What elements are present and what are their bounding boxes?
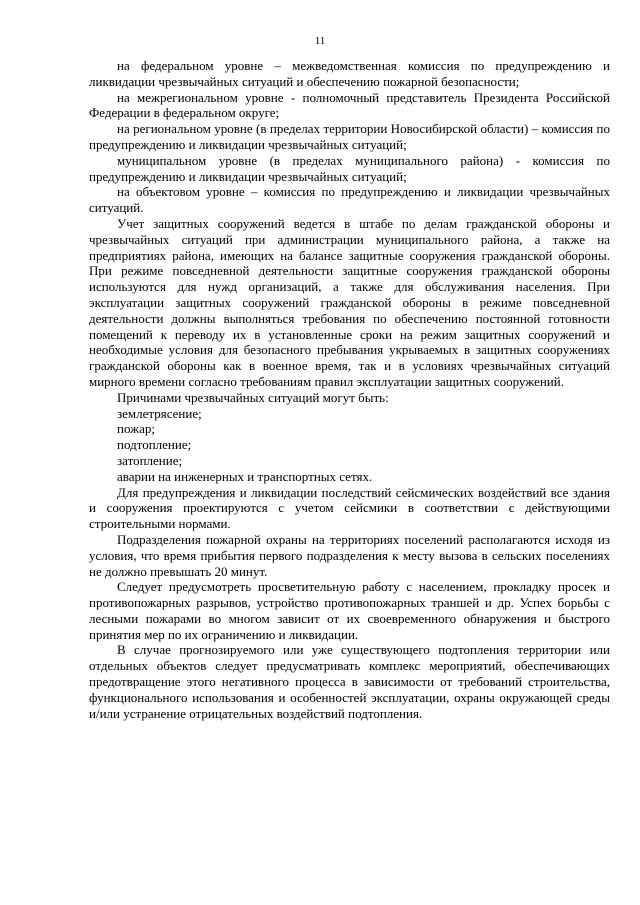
list-item-underflooding: подтопление; (117, 437, 192, 453)
list-item-fire: пожар; (117, 421, 155, 437)
paragraph-protective-structures: Учет защитных сооружений ведется в штабе по делам гражданской обороны и чрезвычайных ситуаций при администрации муниципального района, а также на предприятиях района, имеющих на балансе защитные сооружения гражданской обороны. При режиме повседневной деятельности защитные сооружения гражданской обороны используются для нужд организаций, а также для обслуживания населения. При эксплуатации защитных сооружений гражданской обороны в режиме повседневной деятельности должны выполняться требования по обеспечению постоянной готовности помещений к переводу их в установленные сроки на режим защитных сооружений и необходимые условия для безопасного пребывания укрываемых в защитных сооружениях гражданской обороны как в военное время, так и в условиях чрезвычайных ситуаций мирного времени согласно требованиям правил эксплуатации защитных сооружений. (89, 215, 610, 389)
paragraph-seismic: Для предупреждения и ликвидации последствий сейсмических воздействий все здания и сооружения проектируются с учетом сейсмики в соответствии с действующими строительными нормами. (89, 484, 610, 532)
paragraph-underflooding-measures: В случае прогнозируемого или уже существующего подтопления территории или отдельных объектов следует предусматривать комплекс мероприятий, обеспечивающих предотвращение этого негативного процесса в зависимости от требований строительства, функционального использования и особенностей эксплуатации, охраны окружающей среды и/или устранение отрицательных воздействий подтопления. (89, 642, 610, 721)
paragraph-fire-protection: Подразделения пожарной охраны на территориях поселений располагаются исходя из условия, что время прибытия первого подразделения к месту вызова в сельских поселениях не должно превышать 20 минут. (89, 531, 610, 579)
paragraph-federal-level: на федеральном уровне – межведомственная комиссия по предупреждению и ликвидации чрезвычайных ситуаций и обеспечению пожарной безопасности; (89, 58, 610, 89)
list-item-earthquake: землетрясение; (117, 405, 202, 421)
paragraph-forest-fires: Следует предусмотреть просветительную работу с населением, прокладку просек и противопожарных разрывов, устройство противопожарных траншей и др. Успех борьбы с лесными пожарами во многом зависит от их своевременного обнаружения и быстрого принятия мер по их ограничению и ликвидации. (89, 579, 610, 642)
body-text (89, 58, 610, 721)
paragraph-interregional-level: на межрегиональном уровне - полномочный представитель Президента Российской Федерации в федеральном округе; (89, 89, 610, 121)
paragraph-municipal-level: муниципальном уровне (в пределах муниципального района) - комиссия по предупреждению и ликвидации чрезвычайных ситуаций; (89, 152, 610, 184)
page-number: 11 (314, 35, 326, 47)
list-item-network-accidents: аварии на инженерных и транспортных сетях. (117, 468, 373, 484)
paragraph-emergency-causes: Причинами чрезвычайных ситуаций могут быть: (117, 389, 389, 405)
list-item-flooding: затопление; (117, 452, 183, 468)
paragraph-object-level: на объектовом уровне – комиссия по предупреждению и ликвидации чрезвычайных ситуаций. (89, 184, 610, 216)
paragraph-regional-level: на региональном уровне (в пределах территории Новосибирской области) – комиссия по предупреждению и ликвидации чрезвычайных ситуаций; (89, 121, 610, 152)
